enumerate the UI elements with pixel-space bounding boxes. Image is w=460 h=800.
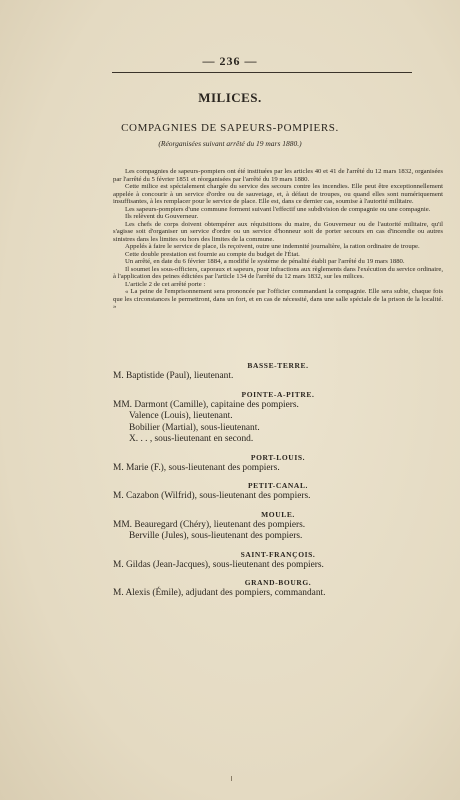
place-heading-pointe-a-pitre: POINTE-A-PITRE. xyxy=(241,389,315,399)
paragraph: « La peine de l'emprisonnement sera prononcée par l'officier commandant la compagnie. Elle sera subie, chaque fois que les circonstances le permettront, dans un fort, et en cas de nécessité, dans une salle spéciale de la prison de la localité. » xyxy=(113,288,443,310)
paragraph: Un arrêté, en date du 6 février 1884, a modifié le système de pénalité établi par l'arrêté du 19 mars 1880. xyxy=(125,258,405,265)
paragraph: Les sapeurs-pompiers d'une commune forment suivant l'effectif une subdivision de compagnie ou une compagnie. xyxy=(125,205,431,213)
roster-entry: Berville (Jules), sous-lieutenant des pompiers. xyxy=(129,531,303,541)
paragraph: Cette double prestation est fournie au compte du budget de l'État. xyxy=(125,250,300,258)
roster-entry: Bobilier (Martial), sous-lieutenant. xyxy=(129,422,260,433)
roster-entry: M. Marie (F.), sous-lieutenant des pompiers. xyxy=(113,462,280,473)
place-heading-port-louis: PORT-LOUIS. xyxy=(250,452,306,462)
officer-roster xyxy=(113,360,443,600)
place-heading-moule: MOULE. xyxy=(261,509,295,519)
roster-entry: MM. Darmont (Camille), capitaine des pompiers. xyxy=(113,399,299,410)
paragraph: Il soumet les sous-officiers, caporaux et sapeurs, pour infractions aux règlements dans l'exécution du service ordinaire, à l'application des peines édictées par l'article 134 de l'arrêté du 12 mars 1832, sur les milices. xyxy=(113,265,443,280)
paragraph: L'article 2 de cet arrêté porte : xyxy=(125,280,206,288)
place-heading-petit-canal: PETIT-CANAL. xyxy=(247,481,309,490)
roster-entry: M. Cazabon (Wilfrid), sous-lieutenant des pompiers. xyxy=(113,491,311,501)
place-heading-basse-terre: BASSE-TERRE. xyxy=(247,361,309,370)
roster-entry: X. . . , sous-lieutenant en second. xyxy=(129,434,254,444)
paragraph: Ils relèvent du Gouverneur. xyxy=(125,213,199,220)
body-text xyxy=(113,168,443,311)
section-note: (Réorganisées suivant arrêté du 19 mars 1880.) xyxy=(158,139,302,148)
roster-entry: MM. Beauregard (Chéry), lieutenant des pompiers. xyxy=(113,519,306,530)
paragraph: Les chefs de corps doivent obtempérer aux réquisitions du maire, du Gouverneur ou de l'autorité militaire, qu'il s'agisse soit d'organiser un service d'ordre ou un service d'honneur soit de porter secours en cas d'incendie ou autres sinistres dans les limites ou hors des limites de la commune. xyxy=(113,220,443,243)
section-subtitle: COMPAGNIES DE SAPEURS-POMPIERS. xyxy=(121,122,339,134)
section-title: MILICES. xyxy=(198,90,262,105)
print-mark xyxy=(231,776,232,781)
page-header xyxy=(0,50,460,69)
roster-entry: M. Alexis (Émile), adjudant des pompiers, commandant. xyxy=(113,588,326,598)
place-heading-grand-bourg: GRAND-BOURG. xyxy=(244,578,312,587)
page-number: — 236 — xyxy=(202,54,258,68)
paragraph: Cette milice est spécialement chargée du service des secours contre les incendies. Elle peut être exceptionnellement appelée à concourir à un service d'ordre ou de sauvetage, et, à défaut de troupes, ou quand elles sont numériquement insuffisantes, à les remplacer pour le service de place. Elle est, dans ce dernier cas, soumise à l'autorité militaire. xyxy=(113,183,443,205)
place-heading-saint-francois: SAINT-FRANÇOIS. xyxy=(240,549,316,559)
roster-entry: M. Gildas (Jean-Jacques), sous-lieutenant des pompiers. xyxy=(113,559,324,570)
paragraph: Appelés à faire le service de place, ils reçoivent, outre une indemnité journalière, la ration ordinaire de troupe. xyxy=(125,243,420,250)
header-rule xyxy=(112,72,412,73)
roster-entry: M. Baptistide (Paul), lieutenant. xyxy=(113,371,234,381)
paragraph: Les compagnies de sapeurs-pompiers ont été instituées par les articles 40 et 41 de l'arrêté du 12 mars 1832, organisées par l'arrêté du 5 février 1851 et réorganisées par l'arrêté du 19 mars 1880. xyxy=(113,168,443,183)
roster-entry: Valence (Louis), lieutenant. xyxy=(129,411,233,421)
